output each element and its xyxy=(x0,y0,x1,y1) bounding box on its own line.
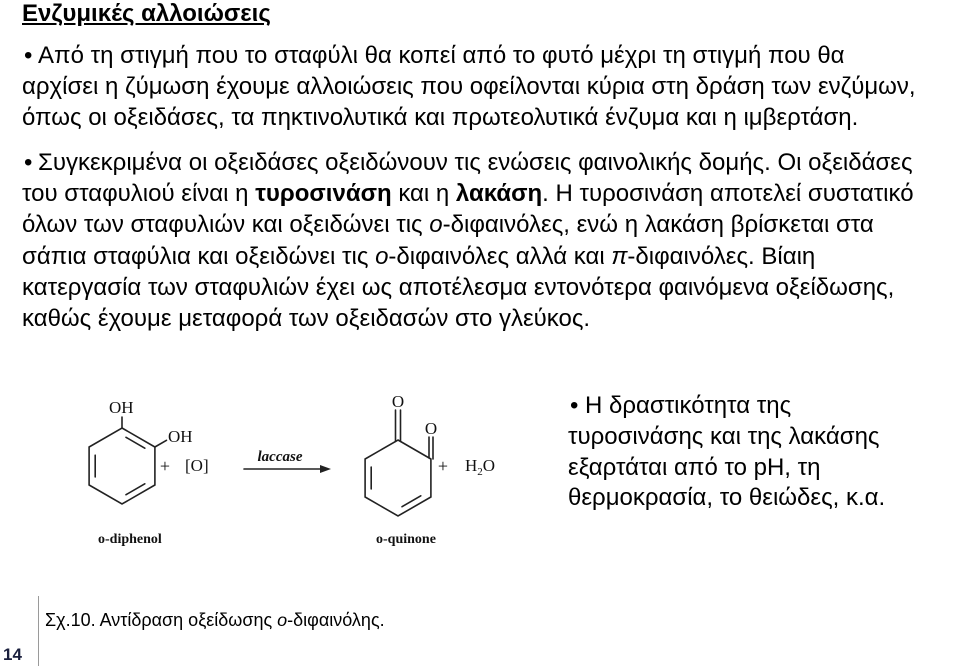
o-diphenol-structure xyxy=(89,417,166,504)
water-formula xyxy=(465,456,495,478)
activity-line-2: τυροσινάσης και της λακάσης xyxy=(568,423,880,450)
figure-caption xyxy=(45,609,385,631)
activity-line-1: Η δραστικότητα της xyxy=(585,392,792,419)
text-run: -διφαινόλες αλλά και xyxy=(388,242,612,270)
carbonyl-oxygen-top: O xyxy=(391,392,405,411)
plus-sign: + xyxy=(159,456,171,476)
activity-line-4: θερμοκρασία, το θειώδες, κ.α. xyxy=(568,484,886,511)
activity-line-3: εξαρτάται από το pH, τη xyxy=(568,453,821,481)
bullet-marker: • xyxy=(570,392,579,419)
caption-text: Σχ.10. Αντίδραση οξείδωσης xyxy=(45,610,278,630)
ortho-prefix: ο xyxy=(429,211,443,239)
text-run: . Η τυροσινάση αποτελεί συστατικό xyxy=(542,180,914,208)
ring-double-bond xyxy=(126,437,145,448)
arrow-head xyxy=(320,465,331,473)
oxidase-line-6: καθώς έχουμε μεταφορά των οξειδασών στο γλεύκος. xyxy=(22,305,591,332)
text-run: του σταφυλιού είναι η xyxy=(22,180,256,208)
ring-double-bond xyxy=(126,484,145,495)
caption-text: -διφαινόλης. xyxy=(287,610,385,630)
hydroxyl-label-right: OH xyxy=(168,427,193,446)
bullet-marker: • xyxy=(24,149,33,176)
intro-line-3: όπως οι οξειδάσες, τα πηκτινολυτικά και πρωτεολυτικά ένζυμα και η ιμβερτάση. xyxy=(22,104,859,131)
enzyme-label: laccase xyxy=(257,449,303,465)
plus-sign: + xyxy=(437,456,449,476)
water-subscript: 2 xyxy=(477,466,483,478)
reactant-label: o-diphenol xyxy=(98,532,162,547)
intro-line-1: Από τη στιγμή που το σταφύλι θα κοπεί από το φυτό μέχρι τη στιγμή που θα xyxy=(38,42,845,69)
ring-double-bond xyxy=(402,496,421,507)
product-label: o-quinone xyxy=(376,532,436,547)
hydroxyl-bond xyxy=(155,440,167,447)
text-run: -διφαινόλες, ενώ η λακάση βρίσκεται στα xyxy=(442,211,874,239)
text-run: και η xyxy=(391,180,456,208)
water-h: H xyxy=(465,456,478,475)
reaction-arrow xyxy=(244,465,331,473)
bullet-marker: • xyxy=(24,42,33,69)
ortho-prefix: ο xyxy=(375,242,389,270)
footer-divider xyxy=(38,596,39,666)
text-run: όλων των σταφυλιών και οξειδώνει τις xyxy=(22,211,430,239)
laccase-term: λακάση xyxy=(455,180,543,208)
benzene-ring xyxy=(89,428,155,504)
oxidase-line-2 xyxy=(22,178,914,209)
slide-title: Ενζυμικές αλλοιώσεις xyxy=(22,0,271,27)
text-run: σάπια σταφύλια και οξειδώνει τις xyxy=(22,242,376,270)
oxidase-line-1: Συγκεκριμένα οι οξειδάσες οξειδώνουν τις ενώσεις φαινολικής δομής. Οι οξειδάσες xyxy=(38,149,913,176)
caption-ortho-prefix: ο xyxy=(277,610,288,630)
para-prefix: π xyxy=(611,242,628,270)
o-quinone-structure xyxy=(365,410,433,516)
intro-line-2: αρχίσει η ζύμωση έχουμε αλλοιώσεις που οφείλονται κύρια στη δράση των ενζύμων, xyxy=(22,73,916,100)
oxidase-line-4 xyxy=(22,241,815,272)
oxidase-line-3 xyxy=(22,209,874,240)
oxidant-label: [O] xyxy=(185,456,209,475)
oxidase-line-5: κατεργασία των σταφυλιών έχει ως αποτέλεσμα εντονότερα φαινόμενα οξείδωσης, xyxy=(22,273,895,301)
page-number: 14 xyxy=(3,645,22,664)
quinone-ring xyxy=(365,440,431,516)
tyrosinase-term: τυροσινάση xyxy=(255,180,392,208)
water-o: O xyxy=(482,456,496,475)
hydroxyl-label-top: OH xyxy=(109,398,134,417)
carbonyl-oxygen-right: O xyxy=(424,419,438,438)
text-run: -διφαινόλες. Βίαιη xyxy=(627,242,816,270)
